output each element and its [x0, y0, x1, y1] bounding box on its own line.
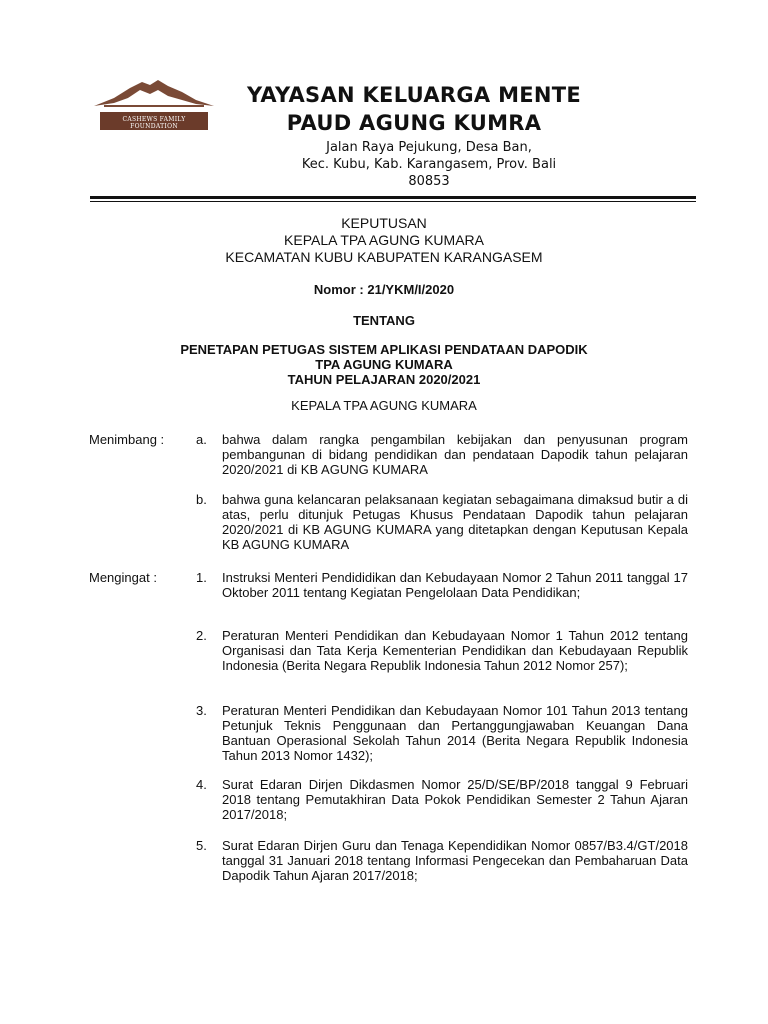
menimbang-marker-b: b.: [196, 492, 207, 507]
doc-subject-1: PENETAPAN PETUGAS SISTEM APLIKASI PENDATAAN DAPODIK: [180, 342, 588, 357]
doc-about: TENTANG: [353, 313, 415, 328]
address-line-1: Jalan Raya Pejukung, Desa Ban,: [326, 140, 532, 155]
mengingat-item-1: Instruksi Menteri Pendididikan dan Kebudayaan Nomor 2 Tahun 2011 tanggal 17 Oktober 2011 tentang Kegiatan Pengelolaan Data Pendidikan;: [222, 570, 688, 600]
mengingat-item-2: Peraturan Menteri Pendidikan dan Kebudayaan Nomor 1 Tahun 2012 tentang Organisasi dan Tata Kerja Kementerian Pendidikan dan Kebudayaan Republik Indonesia (Berita Negara Republik Indonesia Tahun 2012 Nomor 257);: [222, 628, 688, 673]
doc-title-1: KEPUTUSAN: [341, 215, 427, 231]
mengingat-marker-4: 4.: [196, 777, 207, 792]
doc-subject-2: TPA AGUNG KUMARA: [315, 357, 453, 372]
address-line-2: Kec. Kubu, Kab. Karangasem, Prov. Bali: [301, 157, 557, 172]
mengingat-marker-5: 5.: [196, 838, 207, 853]
doc-issuer: KEPALA TPA AGUNG KUMARA: [291, 398, 477, 413]
logo-caption: CASHEWS FAMILY FOUNDATION: [122, 116, 186, 130]
school-name: PAUD AGUNG KUMRA: [286, 111, 542, 135]
address-line-3: 80853: [408, 174, 450, 189]
mengingat-label: Mengingat :: [89, 570, 157, 585]
header-rule-thick: [90, 196, 696, 199]
mengingat-marker-2: 2.: [196, 628, 207, 643]
doc-title-3: KECAMATAN KUBU KABUPATEN KARANGASEM: [225, 249, 543, 265]
menimbang-item-b: bahwa guna kelancaran pelaksanaan kegiatan sebagaimana dimaksud butir a di atas, perlu ditunjuk Petugas Khusus Pendataan Dapodik tahun pelajaran 2020/2021 di KB AGUNG KUMARA yang ditetapkan dengan Keputusan Kepala KB AGUNG KUMARA: [222, 492, 688, 552]
mengingat-marker-3: 3.: [196, 703, 207, 718]
doc-subject-3: TAHUN PELAJARAN 2020/2021: [287, 372, 481, 387]
mengingat-item-4: Surat Edaran Dirjen Dikdasmen Nomor 25/D/SE/BP/2018 tanggal 9 Februari 2018 tentang Pemutakhiran Data Pokok Pendidikan Semester 2 Tahun Ajaran 2017/2018;: [222, 777, 688, 822]
menimbang-item-a: bahwa dalam rangka pengambilan kebijakan dan penyusunan program pembangunan di bidang pendidikan dan pendataan Dapodik tahun pelajaran 2020/2021 di KB AGUNG KUMARA: [222, 432, 688, 477]
menimbang-marker-a: a.: [196, 432, 207, 447]
doc-number: Nomor : 21/YKM/I/2020: [313, 282, 455, 297]
mengingat-marker-1: 1.: [196, 570, 207, 585]
org-name: YAYASAN KELUARGA MENTE: [246, 83, 582, 107]
header-rule-thin: [90, 201, 696, 202]
address: [0, 139, 768, 190]
mengingat-item-5: Surat Edaran Dirjen Guru dan Tenaga Kependidikan Nomor 0857/B3.4/GT/2018 tanggal 31 Januari 2018 tentang Informasi Pengecekan dan Pembaharuan Data Dapodik Tahun Ajaran 2017/2018;: [222, 838, 688, 883]
doc-title-2: KEPALA TPA AGUNG KUMARA: [284, 232, 484, 248]
menimbang-label: Menimbang :: [89, 432, 165, 447]
mengingat-item-3: Peraturan Menteri Pendidikan dan Kebudayaan Nomor 101 Tahun 2013 tentang Petunjuk Teknis Penggunaan dan Pertanggungjawaban Keuangan Dana Bantuan Operasional Sekolah Tahun 2014 (Berita Negara Republik Indonesia Tahun 2013 Nomor 1432);: [222, 703, 688, 763]
